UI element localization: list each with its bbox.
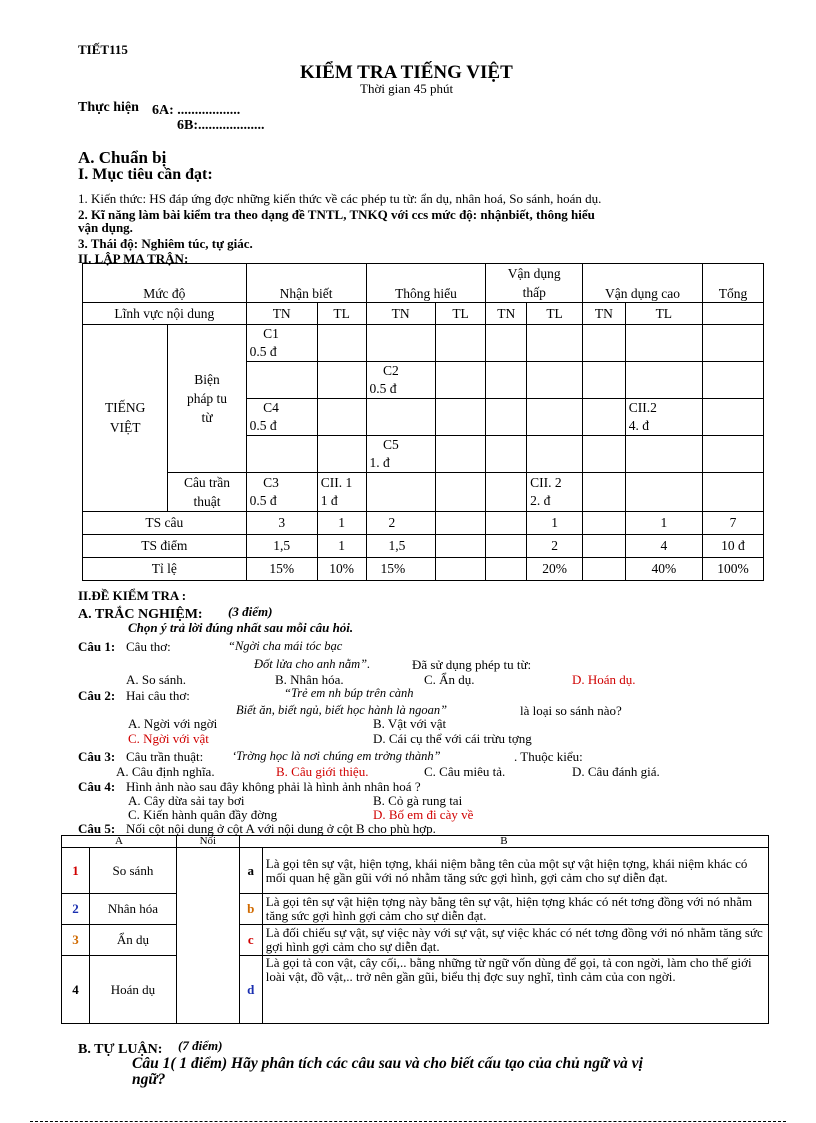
q3-option-c[interactable]: C. Câu miêu tả. xyxy=(424,764,506,779)
letter-cell: a xyxy=(239,848,262,894)
q1-option-d[interactable]: D. Hoán dụ. xyxy=(572,672,636,687)
q5-label: Câu 5: xyxy=(78,821,116,836)
cell-cii1: CII. 1 1 đ xyxy=(317,473,366,512)
q2-option-b[interactable]: B. Vật với vật xyxy=(373,716,447,731)
row-number: 4 xyxy=(62,956,90,1024)
cell-cii2-low: CII. 2 2. đ xyxy=(527,473,583,512)
match-row xyxy=(62,894,769,925)
header-recognize: Nhận biết xyxy=(246,264,366,303)
part-b-heading: B. TỰ LUẬN: xyxy=(78,1042,163,1057)
matching-table xyxy=(61,835,769,1024)
q1-option-a[interactable]: A. So sánh. xyxy=(126,672,186,687)
domain-cell: TIẾNG VIỆT xyxy=(83,325,168,512)
header-apply-high: Vận dụng cao xyxy=(583,264,703,303)
match-row xyxy=(62,925,769,956)
cell-cii2-high: CII.2 4. đ xyxy=(625,399,702,436)
objective-skill-cont: vận dụng. xyxy=(78,220,133,235)
topic-statement: Câu trần thuật xyxy=(168,473,246,512)
row-number: 2 xyxy=(62,894,90,925)
time-limit: Thời gian 45 phút xyxy=(360,81,454,96)
section-prep-heading: A. Chuẩn bị xyxy=(78,148,167,167)
col-tl: TL xyxy=(435,303,486,325)
part-b-points: (7 điểm) xyxy=(178,1038,223,1053)
objective-skill: 2. Kĩ năng làm bài kiểm tra theo dạng đề TNTL, TNKQ với ccs mức độ: nhậnbiết, thông hiểu xyxy=(78,207,595,222)
q2-text: Hai câu thơ: xyxy=(126,688,190,703)
q4-option-b[interactable]: B. Cỏ gà rung tai xyxy=(373,793,463,808)
letter-cell: c xyxy=(239,925,262,956)
row-ti-le: Tỉ lệ 15% 10% 15% 20% 40% 100% xyxy=(83,558,764,581)
cell-c1: C1 0.5 đ xyxy=(246,325,317,362)
description-cell: Là đối chiếu sự vật, sự việc này với sự vật, sự việc khác có nét tơng đồng với nó nhằm tăng sức gợi hình gợi cảm cho sự diễn đạt. xyxy=(262,925,768,956)
row-ts-diem: TS điểm 1,5 1 1,5 2 4 10 đ xyxy=(83,535,764,558)
q1-label: Câu 1: xyxy=(78,639,116,654)
match-row xyxy=(62,956,769,1024)
row-ts-cau: TS câu 3 1 2 1 1 7 xyxy=(83,512,764,535)
col-tn: TN xyxy=(583,303,626,325)
connect-cell[interactable] xyxy=(176,848,239,1024)
description-cell: Là gọi tên sự vật, hiện tợng, khái niệm bằng tên của một sự vật hiện tợng, khái niệm khác có mối quan hệ gần gũi với nó nhằm tăng sức gợi hình, gợi cảm cho sự diễn đạt. xyxy=(262,848,768,894)
col-tl: TL xyxy=(317,303,366,325)
page-title: KIỂM TRA TIẾNG VIỆT xyxy=(300,62,513,83)
class-6a: 6A: .................. xyxy=(152,103,241,118)
q1-option-c[interactable]: C. Ẩn dụ. xyxy=(424,672,475,687)
header-domain: Lĩnh vực nội dung xyxy=(83,303,247,325)
topic-rhetoric: Biện pháp tu từ xyxy=(168,325,246,473)
header-apply-low: Vận dụng thấp xyxy=(486,264,583,303)
row-number: 3 xyxy=(62,925,90,956)
q2-tail: là loại so sánh nào? xyxy=(520,703,622,718)
col-a-header: A xyxy=(62,836,177,848)
col-tl: TL xyxy=(527,303,583,325)
q4-option-a[interactable]: A. Cây dừa sải tay bơi xyxy=(128,793,245,808)
q1-quote-line2: Đốt lửa cho anh nằm”. xyxy=(254,657,371,671)
q3-tail: . Thuộc kiểu: xyxy=(514,749,583,764)
term-cell: Hoán dụ xyxy=(89,956,176,1024)
q3-text: Câu trần thuật: xyxy=(126,749,204,764)
class-6b: 6B:................... xyxy=(177,118,265,133)
description-cell: Là gọi tên sự vật hiện tợng này bằng tên sự vật, hiện tợng khác có nét tơng đồng với nó nhằm tăng sức gợi hình gợi cảm cho sự diễn đạt. xyxy=(262,894,768,925)
q3-quote: ‘Trờng học là nơi chúng em trởng thành” xyxy=(232,749,441,763)
q1-tail: Đã sử dụng phép tu từ: xyxy=(412,657,532,672)
cell-c3: C3 0.5 đ xyxy=(246,473,317,512)
letter-cell: b xyxy=(239,894,262,925)
page-bottom-border xyxy=(30,1121,786,1122)
perform-label: Thực hiện xyxy=(78,100,139,115)
q4-option-c[interactable]: C. Kiến hành quân đầy đờng xyxy=(128,807,278,822)
q2-option-c[interactable]: C. Ngời với vật xyxy=(128,731,209,746)
cell-c5: C5 1. đ xyxy=(366,436,435,473)
header-total: Tổng xyxy=(702,264,763,303)
match-row xyxy=(62,848,769,894)
q3-option-b[interactable]: B. Câu giới thiệu. xyxy=(276,764,369,779)
part-a-points: (3 điểm) xyxy=(228,604,273,619)
matrix-heading: II. LẬP MA TRẬN: xyxy=(78,251,189,266)
header-understand: Thông hiểu xyxy=(366,264,486,303)
q5-text: Nối cột nội dung ở cột A với nội dung ở cột B cho phù hợp. xyxy=(126,821,436,836)
q4-option-d[interactable]: D. Bố em đi cày về xyxy=(373,807,474,822)
col-b-header: B xyxy=(239,836,768,848)
letter-cell: d xyxy=(239,956,262,1024)
q3-label: Câu 3: xyxy=(78,749,116,764)
exam-heading: II.ĐỀ KIỂM TRA : xyxy=(78,588,187,603)
term-cell: Ẩn dụ xyxy=(89,925,176,956)
description-cell: Là gọi tả con vật, cây cối,.. bằng những từ ngữ vốn dùng để gọi, tả con ngời, làm cho thế giới loài vật, đồ vật,.. trở nên gần gũi, biểu thị đợc suy nghĩ, tình cảm của con ngời. xyxy=(262,956,768,1024)
essay-q1-cont: ngữ? xyxy=(132,1071,166,1088)
col-tn: TN xyxy=(366,303,435,325)
essay-q1: Câu 1( 1 điểm) Hãy phân tích các câu sau và cho biết cấu tạo của chủ ngữ và vị xyxy=(132,1055,643,1072)
header-level: Mức độ xyxy=(83,264,247,303)
cell-c2: C2 0.5 đ xyxy=(366,362,435,399)
q2-label: Câu 2: xyxy=(78,688,116,703)
q2-quote-line1: “Trẻ em nh búp trên cành xyxy=(284,686,414,700)
q2-option-a[interactable]: A. Ngời với ngời xyxy=(128,716,218,731)
col-tn: TN xyxy=(246,303,317,325)
q1-quote-line1: “Ngời cha mái tóc bạc xyxy=(228,639,343,653)
matrix-table xyxy=(82,263,764,581)
q1-text: Câu thơ: xyxy=(126,639,171,654)
term-cell: Nhân hóa xyxy=(89,894,176,925)
col-connect-header: Nối xyxy=(176,836,239,848)
part-a-heading: A. TRẮC NGHIỆM: xyxy=(78,607,203,622)
q4-label: Câu 4: xyxy=(78,779,116,794)
col-tn: TN xyxy=(486,303,527,325)
term-cell: So sánh xyxy=(89,848,176,894)
objective-attitude: 3. Thái độ: Nghiêm túc, tự giác. xyxy=(78,236,253,251)
col-tl: TL xyxy=(625,303,702,325)
q2-quote-line2: Biết ăn, biết ngủ, biết học hành là ngoan” xyxy=(236,703,448,717)
q3-option-d[interactable]: D. Câu đánh giá. xyxy=(572,764,660,779)
instruction: Chọn ý trả lời đúng nhất sau mỗi câu hỏi. xyxy=(128,620,354,635)
q3-option-a[interactable]: A. Câu định nghĩa. xyxy=(116,764,215,779)
q4-text: Hình ảnh nào sau đây không phải là hình ảnh nhân hoá ? xyxy=(126,779,421,794)
lesson-number: TIẾT115 xyxy=(78,42,128,57)
objectives-heading: I. Mục tiêu cần đạt: xyxy=(78,166,213,183)
cell-c4: C4 0.5 đ xyxy=(246,399,317,436)
q1-option-b[interactable]: B. Nhân hóa. xyxy=(275,672,344,687)
objective-knowledge: 1. Kiến thức: HS đáp ứng đợc những kiến thức về các phép tu từ: ẩn dụ, nhân hoá, So sánh, hoán dụ. xyxy=(78,191,602,206)
q2-option-d[interactable]: D. Cái cụ thể với cái trừu tợng xyxy=(373,731,532,746)
row-number: 1 xyxy=(62,848,90,894)
